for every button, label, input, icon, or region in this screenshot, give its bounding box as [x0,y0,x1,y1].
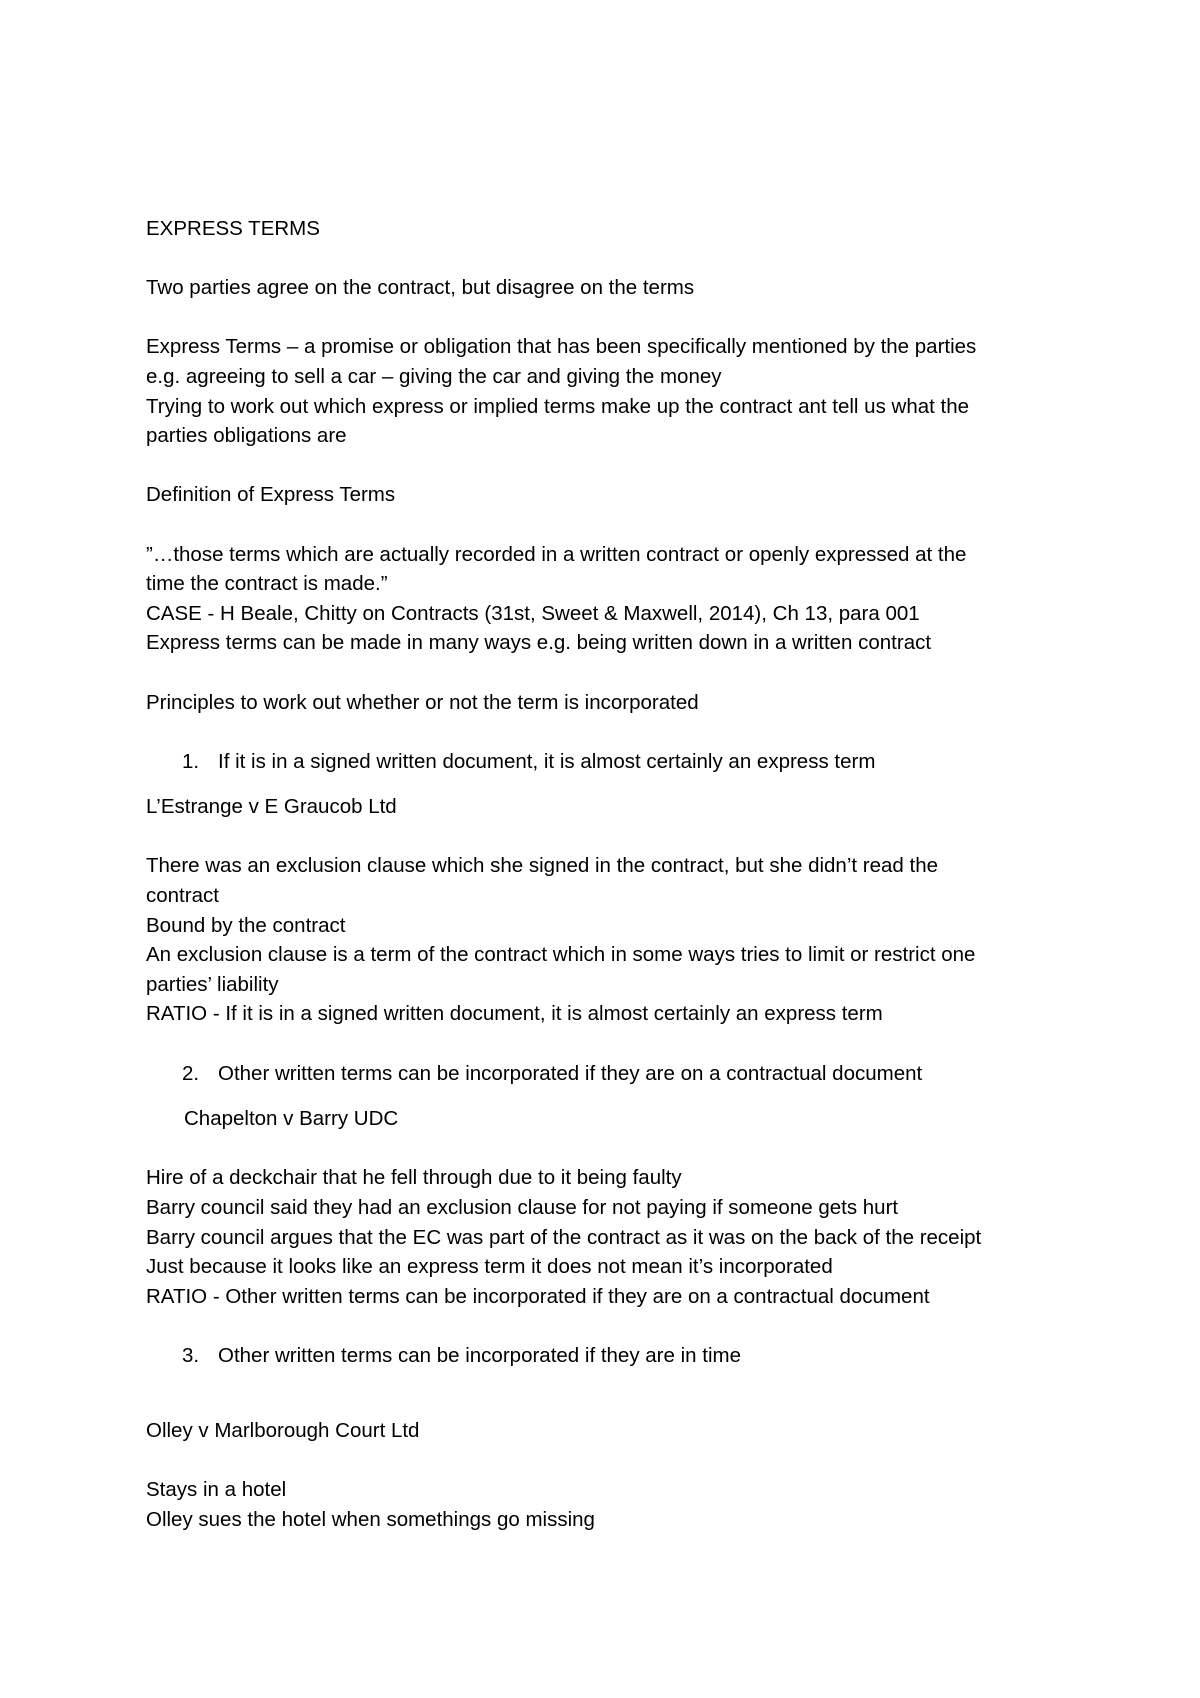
case-line: Bound by the contract [146,913,346,937]
principle-item-3 [146,1341,1076,1371]
definition-line: parties obligations are [146,424,347,448]
case-line: Just because it looks like an express term it does not mean it’s incorporated [146,1255,833,1279]
case-line: contract [146,884,219,908]
citation-line: CASE - H Beale, Chitty on Contracts (31st, Sweet & Maxwell, 2014), Ch 13, para 001 [146,601,920,625]
document-body [146,214,1076,1535]
case-name-3: Olley v Marlborough Court Ltd [146,1419,420,1443]
case-line: Barry council argues that the EC was part of the contract as it was on the back of the receipt [146,1225,982,1249]
list-number: 3. [182,1343,200,1367]
definition-line: Express Terms – a promise or obligation that has been specifically mentioned by the parties [146,335,977,359]
principle-item-2 [146,1059,1076,1089]
note-line: Express terms can be made in many ways e.g. being written down in a written contract [146,631,932,655]
ratio-line: RATIO - If it is in a signed written document, it is almost certainly an express term [146,1002,883,1026]
principle-text: Other written terms can be incorporated if they are on a contractual document [218,1061,923,1085]
case-line: Stays in a hotel [146,1478,287,1502]
principle-text: Other written terms can be incorporated if they are in time [218,1343,741,1367]
case-line: parties’ liability [146,972,279,996]
document-heading: EXPRESS TERMS [146,217,320,240]
ratio-line: RATIO - Other written terms can be incorporated if they are on a contractual document [146,1284,930,1308]
list-number: 2. [182,1061,200,1085]
definition-line: Trying to work out which express or implied terms make up the contract ant tell us what the [146,394,970,418]
definition-line: e.g. agreeing to sell a car – giving the car and giving the money [146,364,722,388]
quote-line: ”…those terms which are actually recorded in a written contract or openly expressed at the [146,542,967,566]
list-number: 1. [182,749,200,773]
intro-line: Two parties agree on the contract, but disagree on the terms [146,276,695,300]
case-line: There was an exclusion clause which she signed in the contract, but she didn’t read the [146,854,938,878]
case-name-1: L’Estrange v E Graucob Ltd [146,795,397,819]
section-heading-definition: Definition of Express Terms [146,483,396,507]
case-line: An exclusion clause is a term of the contract which in some ways tries to limit or restrict one [146,943,976,967]
case-line: Hire of a deckchair that he fell through due to it being faulty [146,1166,682,1190]
case-line: Barry council said they had an exclusion clause for not paying if someone gets hurt [146,1196,899,1219]
principles-heading: Principles to work out whether or not the term is incorporated [146,690,699,714]
case-line: Olley sues the hotel when somethings go missing [146,1507,595,1531]
case-name-2: Chapelton v Barry UDC [184,1107,399,1131]
principle-item-1 [146,747,1076,777]
quote-line: time the contract is made.” [146,572,388,596]
principle-text: If it is in a signed written document, it is almost certainly an express term [218,749,876,773]
